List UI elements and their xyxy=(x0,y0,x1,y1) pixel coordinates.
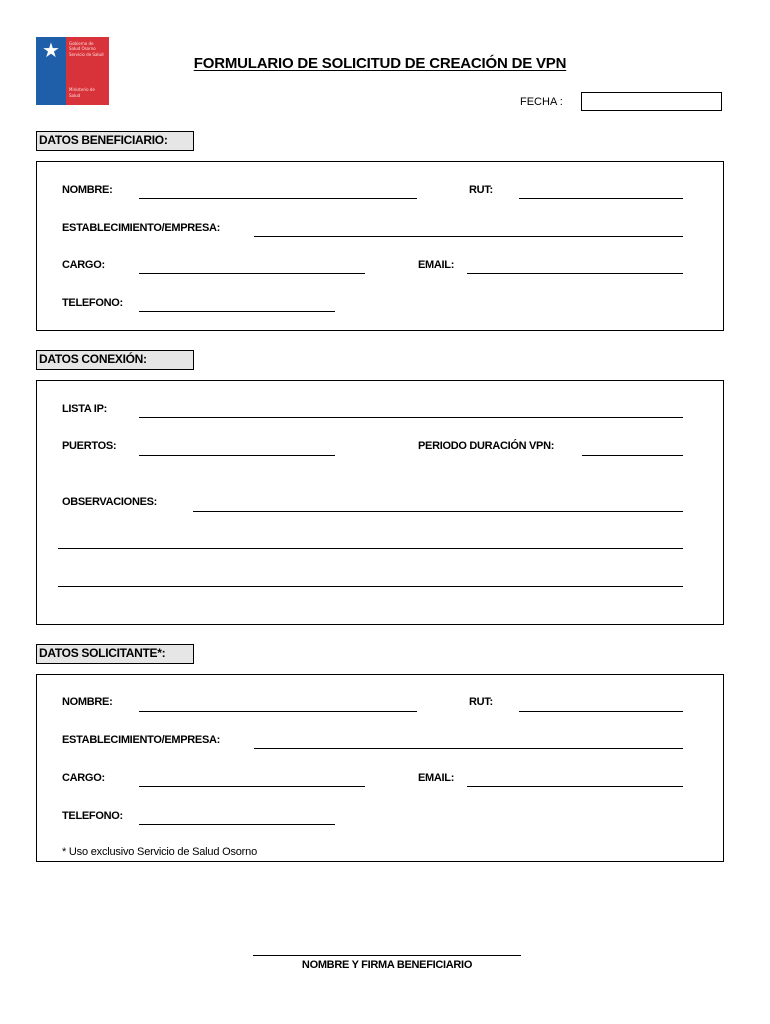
fecha-label: FECHA : xyxy=(520,96,563,108)
conexion-observaciones-label: OBSERVACIONES: xyxy=(62,496,158,508)
beneficiario-email-field[interactable] xyxy=(467,273,683,274)
beneficiario-rut-label: RUT: xyxy=(469,184,493,196)
conexion-observaciones-field[interactable] xyxy=(193,511,683,512)
conexion-puertos-label: PUERTOS: xyxy=(62,440,117,452)
beneficiario-cargo-field[interactable] xyxy=(139,273,365,274)
logo-text-line: Salud Osorno xyxy=(69,46,96,51)
conexion-puertos-field[interactable] xyxy=(139,455,335,456)
page-title: FORMULARIO DE SOLICITUD DE CREACIÓN DE VPN xyxy=(193,55,567,72)
solicitante-email-label: EMAIL: xyxy=(418,772,455,784)
solicitante-rut-label: RUT: xyxy=(469,696,493,708)
beneficiario-panel xyxy=(36,161,724,331)
solicitante-establecimiento-field[interactable] xyxy=(254,748,683,749)
logo-text-line: Salud xyxy=(69,93,81,98)
beneficiario-cargo-label: CARGO: xyxy=(62,259,105,271)
beneficiario-establecimiento-field[interactable] xyxy=(254,236,683,237)
solicitante-establecimiento-label: ESTABLECIMIENTO/EMPRESA: xyxy=(62,734,221,746)
solicitante-cargo-label: CARGO: xyxy=(62,772,105,784)
conexion-periodo-label: PERIODO DURACIÓN VPN: xyxy=(418,440,555,452)
conexion-periodo-field[interactable] xyxy=(582,455,683,456)
beneficiario-telefono-label: TELEFONO: xyxy=(62,297,123,309)
conexion-lista-ip-label: LISTA IP: xyxy=(62,403,107,415)
solicitante-telefono-field[interactable] xyxy=(139,824,335,825)
firma-line[interactable] xyxy=(253,955,521,956)
logo-text-line: Ministerio de xyxy=(69,87,95,92)
logo-text-line: Servicio de Salud xyxy=(69,52,104,57)
conexion-lista-ip-field[interactable] xyxy=(139,417,683,418)
conexion-observaciones-line[interactable] xyxy=(58,586,683,587)
solicitante-cargo-field[interactable] xyxy=(139,786,365,787)
conexion-header: DATOS CONEXIÓN: xyxy=(36,350,194,370)
chilean-star-icon: ★ xyxy=(42,40,60,62)
beneficiario-telefono-field[interactable] xyxy=(139,311,335,312)
conexion-observaciones-line[interactable] xyxy=(58,548,683,549)
solicitante-nombre-field[interactable] xyxy=(139,711,417,712)
solicitante-email-field[interactable] xyxy=(467,786,683,787)
solicitante-header: DATOS SOLICITANTE*: xyxy=(36,644,194,664)
firma-label: NOMBRE Y FIRMA BENEFICIARIO xyxy=(301,959,473,971)
fecha-field[interactable] xyxy=(581,92,722,111)
solicitante-panel xyxy=(36,674,724,862)
solicitante-nombre-label: NOMBRE: xyxy=(62,696,113,708)
solicitante-telefono-label: TELEFONO: xyxy=(62,810,123,822)
solicitante-rut-field[interactable] xyxy=(519,711,683,712)
beneficiario-header: DATOS BENEFICIARIO: xyxy=(36,131,194,151)
beneficiario-rut-field[interactable] xyxy=(519,198,683,199)
beneficiario-establecimiento-label: ESTABLECIMIENTO/EMPRESA: xyxy=(62,222,221,234)
fecha-value xyxy=(582,97,585,109)
beneficiario-nombre-field[interactable] xyxy=(139,198,417,199)
beneficiario-email-label: EMAIL: xyxy=(418,259,455,271)
logo-text-line: Gobierno de xyxy=(69,41,94,46)
solicitante-note: * Uso exclusivo Servicio de Salud Osorno xyxy=(62,846,257,858)
beneficiario-nombre-label: NOMBRE: xyxy=(62,184,113,196)
